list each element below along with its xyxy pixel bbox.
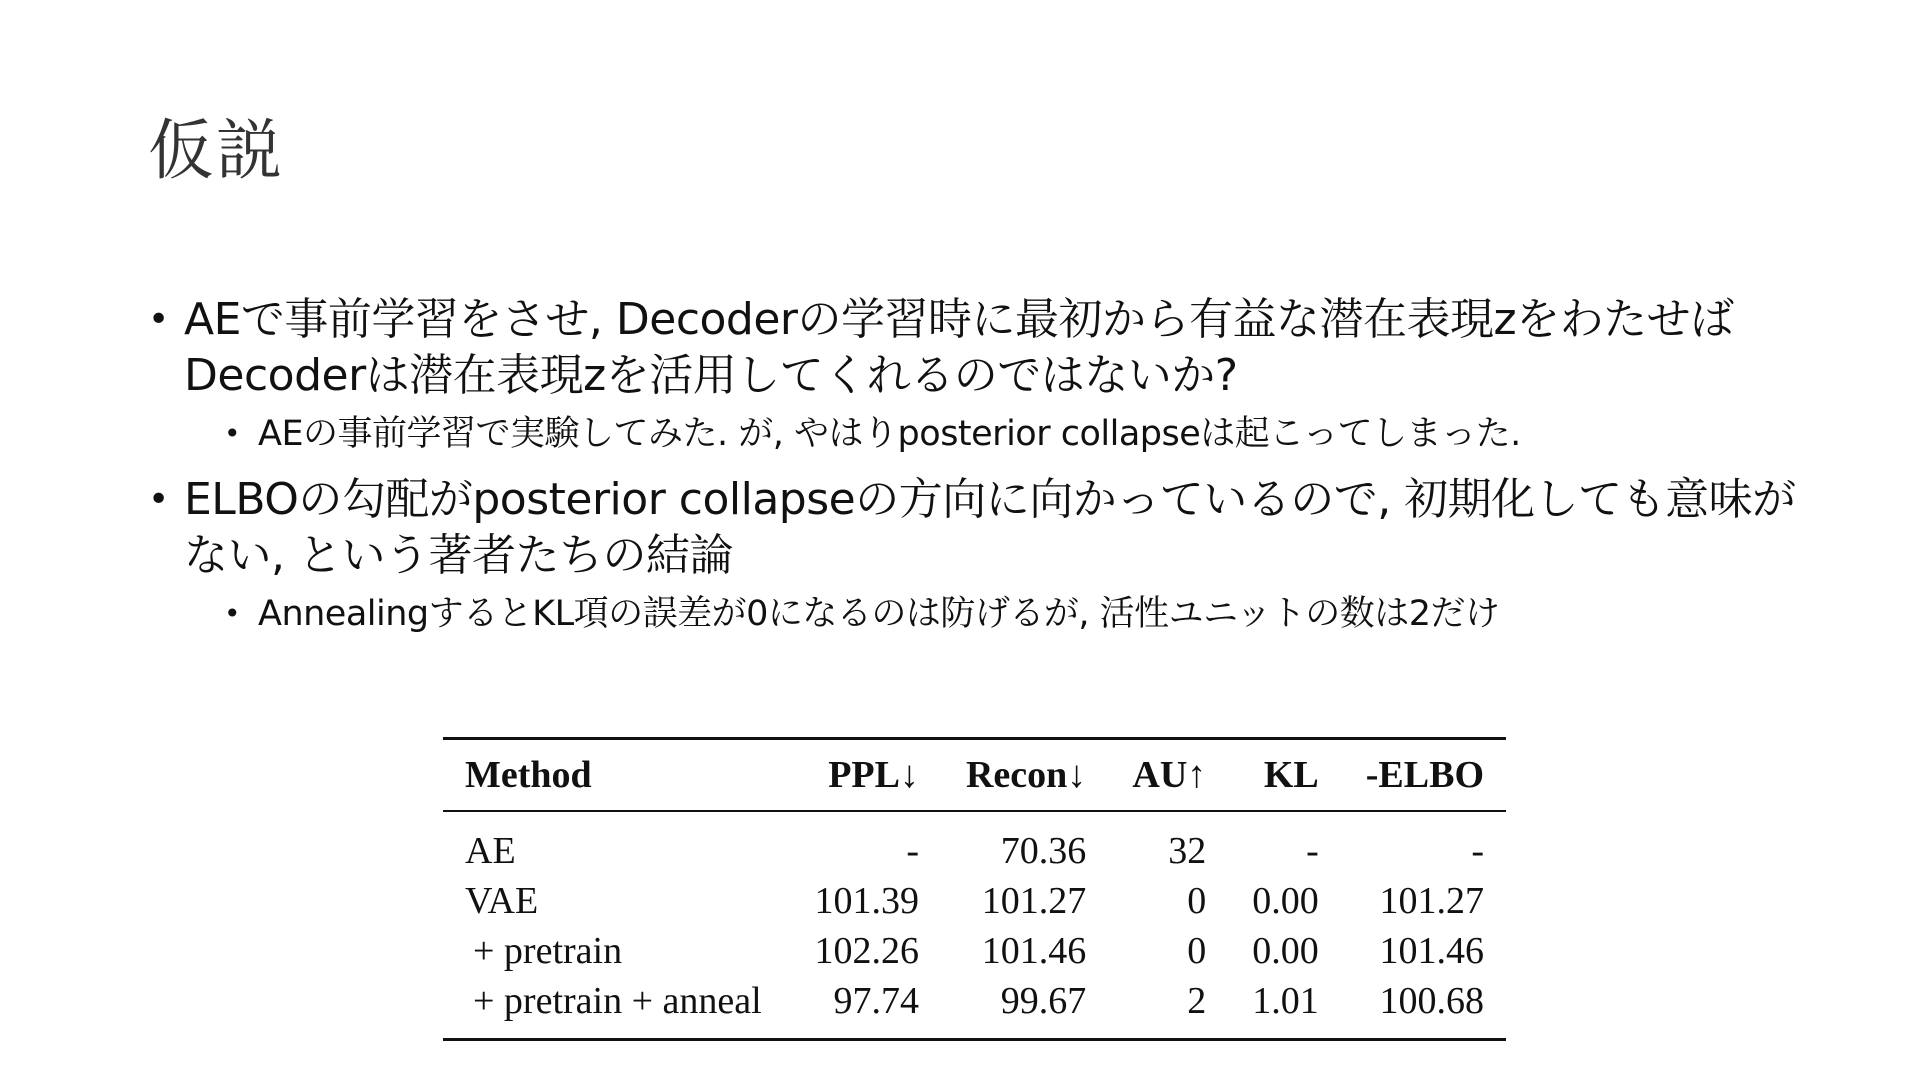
table-cell: 99.67 <box>1000 980 1087 1022</box>
table-cell: - <box>1471 830 1484 872</box>
table-cell: AE <box>465 830 516 872</box>
table-cell: 1.01 <box>1252 980 1319 1022</box>
table-cell: 0 <box>1187 880 1207 922</box>
slide-title: 仮説 <box>148 112 284 189</box>
table-cell: 0 <box>1187 930 1207 972</box>
table-row <box>443 976 1506 1040</box>
table-cell: 101.27 <box>981 880 1087 922</box>
table-cell: 0.00 <box>1252 930 1319 972</box>
sub-bullet-item: • AEの事前学習で実験してみた. が, やはりposterior collapseは起こってしまった. <box>224 410 1808 458</box>
results-table-container <box>443 737 1506 1041</box>
sub-bullet-item: • AnnealingするとKL項の誤差が0になるのは防げるが, 活性ユニットの数は2だけ <box>224 590 1808 638</box>
table-cell: 101.46 <box>1379 930 1484 972</box>
table-cell: 2 <box>1187 980 1207 1022</box>
column-header-method: Method <box>465 754 592 796</box>
column-header-elbo: -ELBO <box>1365 754 1484 796</box>
bullet-item: • ELBOの勾配がposterior collapseの方向に向かっているので, 初期化しても意味がない, という著者たちの結論 <box>148 472 1808 584</box>
table-cell: 97.74 <box>833 980 919 1022</box>
table-cell: + pretrain + anneal <box>473 980 762 1022</box>
table-cell: + pretrain <box>473 930 623 972</box>
table-cell: 70.36 <box>1000 830 1087 872</box>
bullet-list <box>148 292 1808 638</box>
table-cell: VAE <box>465 880 539 922</box>
table-cell: - <box>906 830 919 872</box>
table-cell: 101.27 <box>1379 880 1484 922</box>
table-cell: - <box>1306 830 1319 872</box>
table-cell: 101.46 <box>981 930 1087 972</box>
column-header-recon: Recon↓ <box>965 754 1087 796</box>
table-cell: 101.39 <box>814 880 919 922</box>
table-cell: 102.26 <box>814 930 919 972</box>
results-table <box>443 737 1506 1041</box>
table-header-row <box>443 739 1506 812</box>
column-header-ppl: PPL↓ <box>828 754 919 796</box>
table-cell: 100.68 <box>1379 980 1484 1022</box>
table-cell: 32 <box>1168 830 1207 872</box>
table-row <box>443 876 1506 926</box>
column-header-au: AU↑ <box>1132 754 1207 796</box>
bullet-item: • AEで事前学習をさせ, Decoderの学習時に最初から有益な潜在表現zをわたせばDecoderは潜在表現zを活用してくれるのではないか? <box>148 292 1808 404</box>
table-row <box>443 926 1506 976</box>
column-header-kl: KL <box>1263 754 1319 796</box>
table-row <box>443 811 1506 876</box>
table-cell: 0.00 <box>1252 880 1319 922</box>
